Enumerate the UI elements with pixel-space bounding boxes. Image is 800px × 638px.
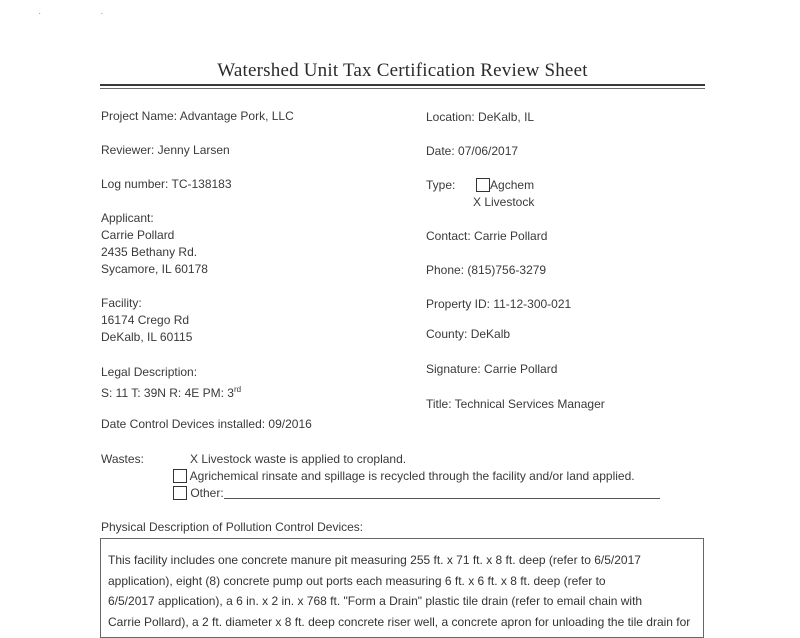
facility-address-line2: DeKalb, IL 60115 xyxy=(101,330,193,344)
signature: Signature: Carrie Pollard xyxy=(426,362,558,376)
other-checkbox[interactable] xyxy=(173,486,187,500)
document-title: Watershed Unit Tax Certification Review Sheet xyxy=(217,60,588,81)
log-number: Log number: TC-138183 xyxy=(101,177,232,191)
county: County: DeKalb xyxy=(426,327,511,341)
title-rule xyxy=(100,84,705,86)
agrichemical-checkbox[interactable] xyxy=(173,469,187,483)
phone: Phone: (815)756-3279 xyxy=(426,263,547,277)
other-blank-line[interactable] xyxy=(224,486,660,499)
physical-description-text xyxy=(108,550,700,632)
title-field: Title: Technical Services Manager xyxy=(426,397,605,411)
date: Date: 07/06/2017 xyxy=(426,144,519,158)
applicant-label: Applicant: xyxy=(101,211,154,225)
wastes-livestock-option: X Livestock waste is applied to cropland. xyxy=(190,452,407,466)
type-label: Type: xyxy=(426,178,456,192)
legal-description-value xyxy=(101,381,241,402)
title-rule-thin xyxy=(100,88,705,89)
legal-description-label: Legal Description: xyxy=(101,365,198,379)
location: Location: DeKalb, IL xyxy=(426,110,535,124)
wastes-agrichemical-row xyxy=(173,468,635,485)
agchem-checkbox[interactable] xyxy=(476,178,490,192)
wastes-other-label: Other: xyxy=(190,486,224,500)
physical-description-line4: Carrie Pollard), a 2 ft. diameter x 8 ft. deep concrete riser well, a concrete apron for unloading the tile drain for xyxy=(108,614,691,629)
facility-label: Facility: xyxy=(101,296,142,310)
scan-specks: · · xyxy=(38,8,132,19)
type-row xyxy=(426,177,534,194)
wastes-agrichemical-option: Agrichemical rinsate and spillage is recycled through the facility and/or land applied. xyxy=(189,469,635,483)
project-name: Project Name: Advantage Pork, LLC xyxy=(101,109,294,123)
physical-description-line1: This facility includes one concrete manure pit measuring 255 ft. x 71 ft. x 8 ft. deep (refer to 6/5/2017 xyxy=(108,553,641,567)
applicant-address-line1: 2435 Bethany Rd. xyxy=(101,245,198,259)
reviewer: Reviewer: Jenny Larsen xyxy=(101,143,230,157)
property-id: Property ID: 11-12-300-021 xyxy=(426,297,572,311)
applicant-name: Carrie Pollard xyxy=(101,228,175,242)
physical-description-heading: Physical Description of Pollution Control Devices: xyxy=(101,520,364,534)
physical-description-line3: 6/5/2017 application), a 6 in. x 2 in. x 768 ft. "Form a Drain" plastic tile drain (refer to email chain with xyxy=(108,594,643,608)
date-control-installed: Date Control Devices installed: 09/2016 xyxy=(101,417,312,431)
wastes-other-row xyxy=(173,485,660,502)
legal-description-text: S: 11 T: 39N R: 4E PM: 3 xyxy=(101,386,234,400)
wastes-label: Wastes: xyxy=(101,452,144,466)
type-agchem-label: Agchem xyxy=(490,178,535,192)
contact: Contact: Carrie Pollard xyxy=(426,229,548,243)
facility-address-line1: 16174 Crego Rd xyxy=(101,313,190,327)
applicant-address-line2: Sycamore, IL 60178 xyxy=(101,262,208,276)
type-livestock: X Livestock xyxy=(473,195,535,209)
physical-description-line2: application), eight (8) concrete pump out ports each measuring 6 ft. x 6 ft. x 8 ft. deep (refer to xyxy=(108,573,606,588)
legal-description-superscript: rd xyxy=(233,385,242,394)
